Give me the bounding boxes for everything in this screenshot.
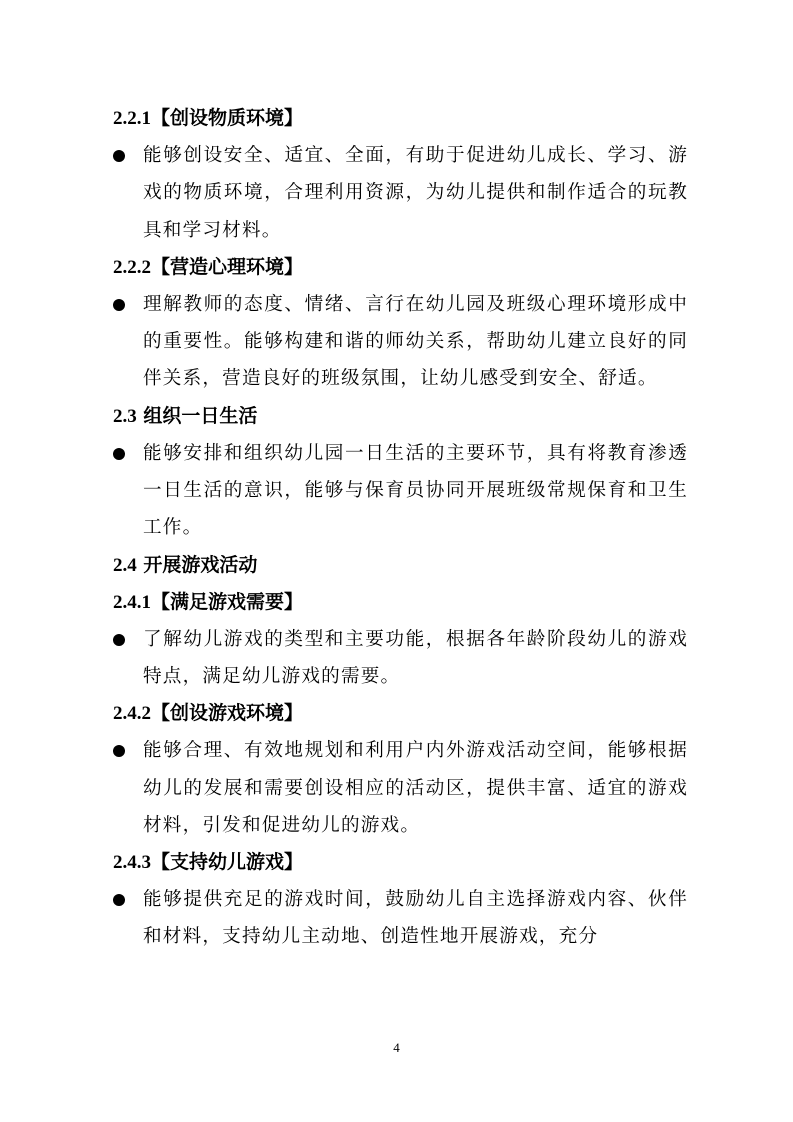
- paragraph-text: 能够安排和组织幼儿园一日生活的主要环节，具有将教育渗透一日生活的意识，能够与保育员协同开展班级常规保育和卫生工作。: [143, 442, 688, 539]
- section-number: 2.4: [113, 554, 137, 576]
- paragraph-text: 理解教师的态度、情绪、言行在幼儿园及班级心理环境形成中的重要性。能够构建和谐的师幼关系，帮助幼儿建立良好的同伴关系，营造良好的班级氛围，让幼儿感受到安全、舒适。: [143, 293, 688, 390]
- bullet-icon: [113, 299, 125, 311]
- bullet-icon: [113, 448, 125, 460]
- paragraph-text: 能够创设安全、适宜、全面，有助于促进幼儿成长、学习、游戏的物质环境，合理利用资源，为幼儿提供和制作适合的玩教具和学习材料。: [143, 145, 688, 241]
- section-heading-2-4-3: [113, 844, 688, 881]
- section-heading-2-2-1: [113, 100, 688, 137]
- bullet-paragraph: [113, 732, 688, 844]
- bullet-icon: [113, 634, 125, 646]
- section-number: 2.4.1: [113, 591, 151, 613]
- document-body: [113, 100, 688, 956]
- bullet-icon: [113, 745, 125, 757]
- paragraph-text: 能够合理、有效地规划和利用户内外游戏活动空间，能够根据幼儿的发展和需要创设相应的活动区，提供丰富、适宜的游戏材料，引发和促进幼儿的游戏。: [143, 740, 688, 836]
- section-title: 【支持幼儿游戏】: [151, 851, 304, 874]
- section-number: 2.4.2: [113, 703, 151, 725]
- section-title: 【营造心理环境】: [151, 255, 304, 278]
- section-title: 组织一日生活: [143, 404, 258, 427]
- section-title: 【创设游戏环境】: [151, 702, 304, 725]
- section-number: 2.3: [113, 405, 137, 427]
- paragraph-text: 能够提供充足的游戏时间，鼓励幼儿自主选择游戏内容、伙伴和材料，支持幼儿主动地、创造性地开展游戏，充分: [143, 889, 688, 948]
- section-title: 【满足游戏需要】: [151, 590, 304, 613]
- page-number: 4: [393, 1040, 400, 1055]
- section-number: 2.2.2: [113, 256, 151, 278]
- section-title: 开展游戏活动: [143, 553, 258, 576]
- section-heading-2-2-2: [113, 249, 688, 286]
- section-number: 2.2.1: [113, 108, 151, 129]
- section-number: 2.4.3: [113, 852, 151, 874]
- bullet-icon: [113, 894, 125, 906]
- section-heading-2-4: [113, 547, 688, 584]
- section-title: 【创设物质环境】: [151, 107, 304, 129]
- section-heading-2-3: [113, 398, 688, 435]
- bullet-paragraph: [113, 137, 688, 249]
- bullet-paragraph: [113, 435, 688, 547]
- section-heading-2-4-1: [113, 584, 688, 621]
- bullet-paragraph: [113, 621, 688, 696]
- bullet-paragraph: [113, 881, 688, 956]
- paragraph-text: 了解幼儿游戏的类型和主要功能，根据各年龄阶段幼儿的游戏特点，满足幼儿游戏的需要。: [143, 628, 688, 687]
- section-heading-2-4-2: [113, 695, 688, 732]
- bullet-paragraph: [113, 286, 688, 398]
- bullet-icon: [113, 150, 125, 162]
